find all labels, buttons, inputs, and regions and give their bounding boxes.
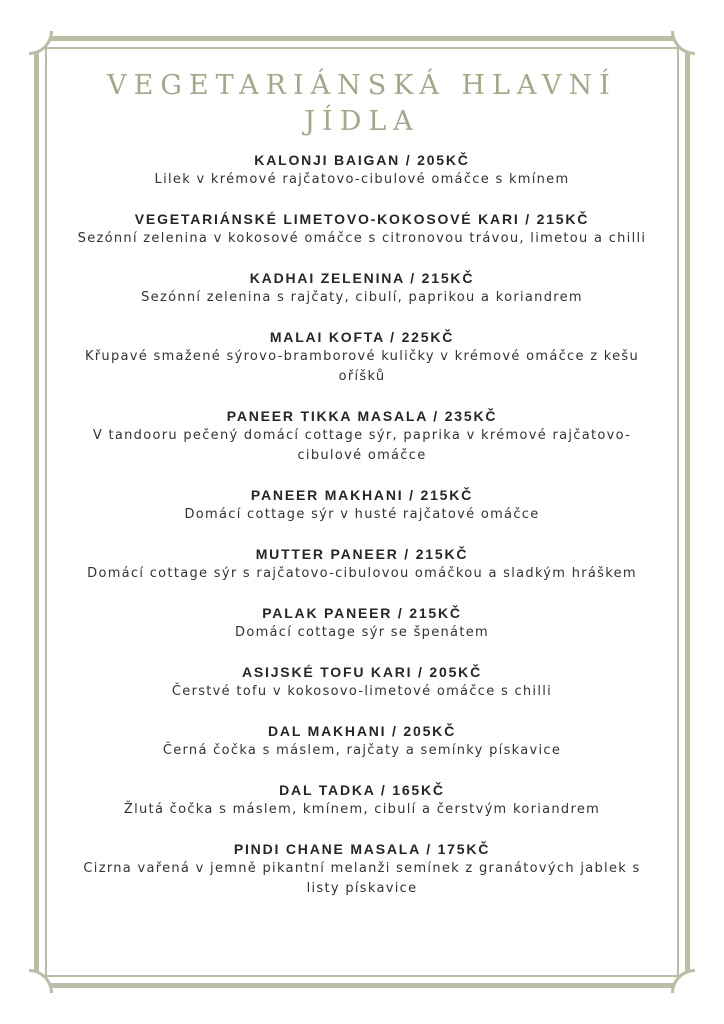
dish-name: KALONJI BAIGAN / 205KČ	[254, 152, 470, 168]
dish-name: PANEER TIKKA MASALA / 235KČ	[226, 408, 498, 424]
dish-description: Domácí cottage sýr se špenátem	[235, 625, 489, 640]
menu-item	[70, 780, 654, 820]
dish-description: Domácí cottage sýr s rajčatovo-cibulovou omáčkou a sladkým hráškem	[87, 566, 637, 581]
dish-description: Žlutá čočka s máslem, kmínem, cibulí a čerstvým koriandrem	[123, 802, 601, 817]
dish-name: DAL TADKA / 165KČ	[279, 782, 445, 798]
dish-name: DAL MAKHANI / 205KČ	[268, 723, 456, 739]
menu-item	[70, 603, 654, 643]
dish-description: Cizrna vařená v jemně pikantní melanži semínek z granátových jablek s listy pískavice	[83, 861, 641, 896]
dish-description: Sezónní zelenina v kokosové omáčce s citronovou trávou, limetou a chilli	[77, 231, 647, 246]
menu-title: VEGETARIÁNSKÁ HLAVNÍ JÍDLA	[107, 70, 617, 137]
menu-item	[70, 839, 654, 899]
menu-item	[70, 327, 654, 387]
dish-name: PALAK PANEER / 215KČ	[262, 605, 462, 621]
dish-description: Černá čočka s máslem, rajčaty a semínky pískavice	[162, 743, 562, 758]
dish-description: Křupavé smažené sýrovo-bramborové kuličky v krémové omáčce z kešu oříšků	[84, 349, 640, 384]
dish-description: Sezónní zelenina s rajčaty, cibulí, paprikou a koriandrem	[141, 290, 583, 305]
dish-description: Lilek v krémové rajčatovo-cibulové omáčce s kmínem	[154, 172, 570, 187]
menu-item	[70, 268, 654, 308]
menu-item	[70, 485, 654, 525]
dish-name: PANEER MAKHANI / 215KČ	[250, 487, 474, 503]
dish-name: PINDI CHANE MASALA / 175KČ	[233, 841, 491, 857]
menu-item	[70, 406, 654, 466]
menu-content	[70, 68, 654, 918]
dish-name: MUTTER PANEER / 215KČ	[255, 546, 469, 562]
dish-description: Domácí cottage sýr v husté rajčatové omáčce	[184, 507, 540, 522]
menu-item	[70, 150, 654, 190]
dish-description: V tandooru pečený domácí cottage sýr, paprika v krémové rajčatovo-cibulové omáčce	[92, 428, 632, 463]
menu-item	[70, 662, 654, 702]
menu-item	[70, 721, 654, 761]
dish-name: MALAI KOFTA / 225KČ	[269, 329, 455, 345]
dish-name: VEGETARIÁNSKÉ LIMETOVO-KOKOSOVÉ KARI / 215KČ	[134, 211, 590, 227]
dish-name: KADHAI ZELENINA / 215KČ	[249, 270, 475, 286]
dish-description: Čerstvé tofu v kokosovo-limetové omáčce s chilli	[171, 684, 553, 699]
dish-name: ASIJSKÉ TOFU KARI / 205KČ	[241, 664, 482, 680]
menu-item	[70, 544, 654, 584]
menu-item	[70, 209, 654, 249]
